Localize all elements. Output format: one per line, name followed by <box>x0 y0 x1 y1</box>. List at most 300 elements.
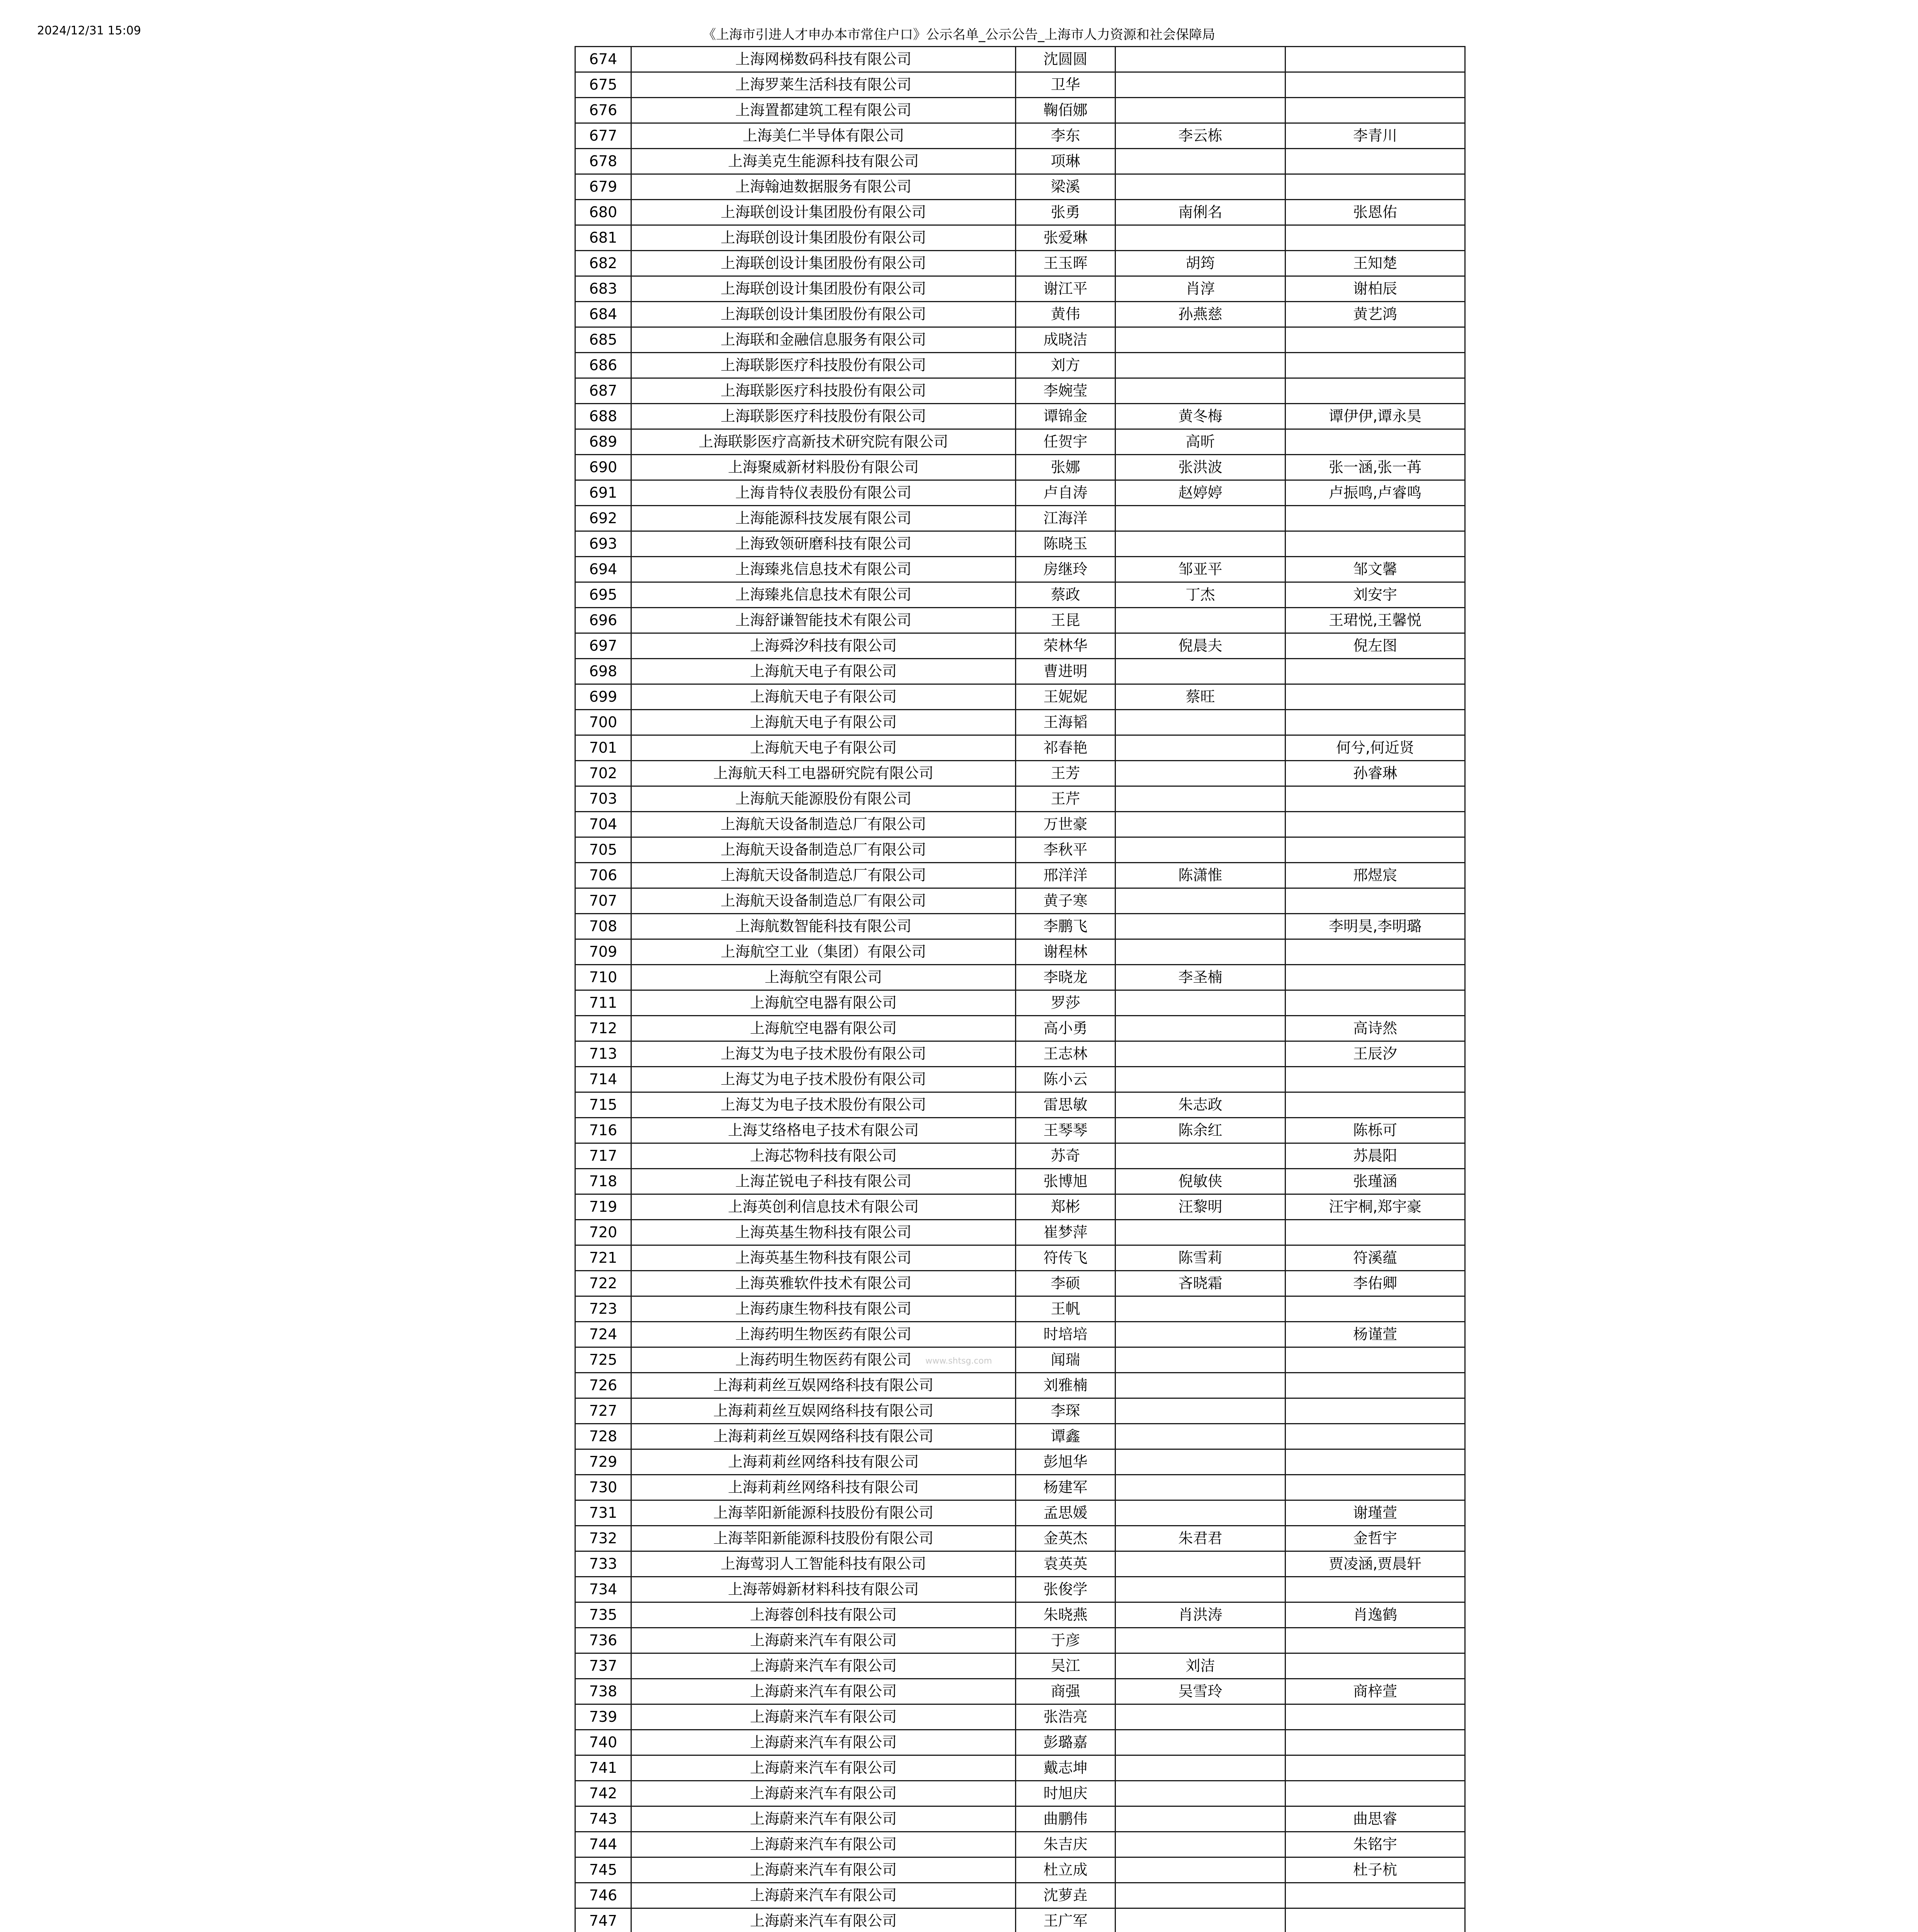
child-name: 邢煜宸 <box>1285 863 1465 888</box>
company-name: 上海蔚来汽车有限公司 <box>631 1832 1016 1857</box>
row-number: 681 <box>575 225 631 251</box>
child-name: 张恩佑 <box>1285 200 1465 225</box>
company-name: 上海航天电子有限公司 <box>631 710 1016 735</box>
table-row <box>575 863 1465 888</box>
spouse-name <box>1115 47 1285 72</box>
company-name: 上海蓉创科技有限公司 <box>631 1602 1016 1628</box>
applicant-name: 蔡政 <box>1016 582 1115 608</box>
spouse-name <box>1115 1424 1285 1449</box>
row-number: 687 <box>575 378 631 404</box>
applicant-name: 曹进明 <box>1016 659 1115 684</box>
company-name: 上海艾为电子技术股份有限公司 <box>631 1041 1016 1067</box>
child-name <box>1285 1908 1465 1932</box>
table-row <box>575 1373 1465 1398</box>
spouse-name <box>1115 1500 1285 1526</box>
row-number: 703 <box>575 786 631 812</box>
child-name: 倪左图 <box>1285 633 1465 659</box>
table-row <box>575 149 1465 174</box>
row-number: 708 <box>575 914 631 939</box>
company-name: 上海联创设计集团股份有限公司 <box>631 225 1016 251</box>
row-number: 685 <box>575 327 631 353</box>
watermark-text: www.shtsg.com <box>925 1356 992 1366</box>
applicant-name: 谭锦金 <box>1016 404 1115 429</box>
applicant-name: 袁英英 <box>1016 1551 1115 1577</box>
spouse-name <box>1115 939 1285 965</box>
table-row <box>575 72 1465 98</box>
applicant-name: 时培培 <box>1016 1322 1115 1347</box>
row-number: 691 <box>575 480 631 506</box>
company-name: 上海联创设计集团股份有限公司 <box>631 276 1016 302</box>
spouse-name <box>1115 1296 1285 1322</box>
row-number: 744 <box>575 1832 631 1857</box>
table-row <box>575 225 1465 251</box>
company-name: 上海航空电器有限公司 <box>631 990 1016 1016</box>
table-row <box>575 506 1465 531</box>
applicant-name: 崔梦萍 <box>1016 1220 1115 1245</box>
row-number: 720 <box>575 1220 631 1245</box>
row-number: 728 <box>575 1424 631 1449</box>
applicant-name: 戴志坤 <box>1016 1755 1115 1781</box>
row-number: 731 <box>575 1500 631 1526</box>
spouse-name <box>1115 1449 1285 1475</box>
table-row <box>575 1092 1465 1118</box>
spouse-name: 陈潇惟 <box>1115 863 1285 888</box>
table-row <box>575 608 1465 633</box>
company-name: 上海蔚来汽车有限公司 <box>631 1730 1016 1755</box>
company-name: 上海蔚来汽车有限公司 <box>631 1806 1016 1832</box>
applicant-name: 杨建军 <box>1016 1475 1115 1500</box>
row-number: 702 <box>575 761 631 786</box>
table-row <box>575 557 1465 582</box>
spouse-name <box>1115 659 1285 684</box>
company-name: 上海航天电子有限公司 <box>631 659 1016 684</box>
company-name: 上海致领研磨科技有限公司 <box>631 531 1016 557</box>
applicant-name: 曲鹏伟 <box>1016 1806 1115 1832</box>
spouse-name <box>1115 506 1285 531</box>
company-name: 上海航天科工电器研究院有限公司 <box>631 761 1016 786</box>
child-name <box>1285 1347 1465 1373</box>
row-number: 733 <box>575 1551 631 1577</box>
child-name <box>1285 327 1465 353</box>
applicant-name: 谢江平 <box>1016 276 1115 302</box>
company-name: 上海莉莉丝互娱网络科技有限公司 <box>631 1424 1016 1449</box>
row-number: 739 <box>575 1704 631 1730</box>
applicant-name: 郑彬 <box>1016 1194 1115 1220</box>
child-name: 黄艺鸿 <box>1285 302 1465 327</box>
table-row <box>575 684 1465 710</box>
applicant-name: 张爱琳 <box>1016 225 1115 251</box>
row-number: 740 <box>575 1730 631 1755</box>
row-number: 721 <box>575 1245 631 1271</box>
company-name: 上海艾为电子技术股份有限公司 <box>631 1067 1016 1092</box>
child-name <box>1285 837 1465 863</box>
applicant-name: 陈小云 <box>1016 1067 1115 1092</box>
child-name: 王珺悦,王馨悦 <box>1285 608 1465 633</box>
spouse-name <box>1115 1781 1285 1806</box>
spouse-name <box>1115 710 1285 735</box>
child-name <box>1285 1883 1465 1908</box>
table-row <box>575 1526 1465 1551</box>
child-name <box>1285 98 1465 123</box>
company-name: 上海臻兆信息技术有限公司 <box>631 557 1016 582</box>
applicant-name: 任贺宇 <box>1016 429 1115 455</box>
child-name: 李青川 <box>1285 123 1465 149</box>
row-number: 716 <box>575 1118 631 1143</box>
applicant-name: 成晓洁 <box>1016 327 1115 353</box>
child-name: 孙睿琳 <box>1285 761 1465 786</box>
row-number: 696 <box>575 608 631 633</box>
table-row <box>575 174 1465 200</box>
table-row <box>575 200 1465 225</box>
child-name <box>1285 174 1465 200</box>
company-name: 上海网梯数码科技有限公司 <box>631 47 1016 72</box>
table-row <box>575 1220 1465 1245</box>
spouse-name <box>1115 1755 1285 1781</box>
spouse-name: 朱君君 <box>1115 1526 1285 1551</box>
spouse-name <box>1115 888 1285 914</box>
spouse-name <box>1115 1041 1285 1067</box>
spouse-name <box>1115 1832 1285 1857</box>
child-name <box>1285 786 1465 812</box>
applicant-name: 李琛 <box>1016 1398 1115 1424</box>
row-number: 743 <box>575 1806 631 1832</box>
table-row <box>575 1551 1465 1577</box>
applicant-name: 刘方 <box>1016 353 1115 378</box>
company-name: 上海芯物科技有限公司 <box>631 1143 1016 1169</box>
child-name <box>1285 1092 1465 1118</box>
spouse-name <box>1115 1628 1285 1653</box>
company-name: 上海臻兆信息技术有限公司 <box>631 582 1016 608</box>
spouse-name <box>1115 1143 1285 1169</box>
row-number: 682 <box>575 251 631 276</box>
spouse-name: 胡筠 <box>1115 251 1285 276</box>
child-name: 张一涵,张一苒 <box>1285 455 1465 480</box>
company-name: 上海舒谦智能技术有限公司 <box>631 608 1016 633</box>
company-name: 上海航天设备制造总厂有限公司 <box>631 863 1016 888</box>
company-name: 上海蔚来汽车有限公司 <box>631 1755 1016 1781</box>
spouse-name: 丁杰 <box>1115 582 1285 608</box>
table-row <box>575 378 1465 404</box>
company-name: 上海蔚来汽车有限公司 <box>631 1653 1016 1679</box>
row-number: 737 <box>575 1653 631 1679</box>
spouse-name: 倪晨夫 <box>1115 633 1285 659</box>
row-number: 741 <box>575 1755 631 1781</box>
spouse-name <box>1115 225 1285 251</box>
spouse-name: 肖洪涛 <box>1115 1602 1285 1628</box>
applicant-name: 李硕 <box>1016 1271 1115 1296</box>
company-name: 上海航天设备制造总厂有限公司 <box>631 812 1016 837</box>
table-row <box>575 1424 1465 1449</box>
row-number: 723 <box>575 1296 631 1322</box>
table-row <box>575 939 1465 965</box>
applicant-name: 祁春艳 <box>1016 735 1115 761</box>
applicant-name: 时旭庆 <box>1016 1781 1115 1806</box>
applicant-name: 谭鑫 <box>1016 1424 1115 1449</box>
child-name <box>1285 888 1465 914</box>
applicant-name: 王昆 <box>1016 608 1115 633</box>
child-name: 朱铭宇 <box>1285 1832 1465 1857</box>
table-row <box>575 914 1465 939</box>
company-name: 上海航天设备制造总厂有限公司 <box>631 888 1016 914</box>
spouse-name: 吴雪玲 <box>1115 1679 1285 1704</box>
child-name <box>1285 1373 1465 1398</box>
applicant-name: 金英杰 <box>1016 1526 1115 1551</box>
applicant-name: 孟思媛 <box>1016 1500 1115 1526</box>
child-name: 谢瑾萱 <box>1285 1500 1465 1526</box>
spouse-name <box>1115 149 1285 174</box>
table-row <box>575 1908 1465 1932</box>
child-name <box>1285 506 1465 531</box>
table-row <box>575 812 1465 837</box>
table-row <box>575 659 1465 684</box>
table-row <box>575 302 1465 327</box>
table-row <box>575 455 1465 480</box>
spouse-name <box>1115 812 1285 837</box>
table-row <box>575 1322 1465 1347</box>
row-number: 674 <box>575 47 631 72</box>
child-name <box>1285 1704 1465 1730</box>
applicant-name: 彭璐嘉 <box>1016 1730 1115 1755</box>
applicant-name: 王广军 <box>1016 1908 1115 1932</box>
spouse-name <box>1115 1220 1285 1245</box>
spouse-name <box>1115 1016 1285 1041</box>
spouse-name <box>1115 1883 1285 1908</box>
child-name: 张瑾涵 <box>1285 1169 1465 1194</box>
child-name: 李明昊,李明璐 <box>1285 914 1465 939</box>
table-row <box>575 1041 1465 1067</box>
row-number: 726 <box>575 1373 631 1398</box>
child-name: 李佑卿 <box>1285 1271 1465 1296</box>
spouse-name: 陈余红 <box>1115 1118 1285 1143</box>
table-row <box>575 429 1465 455</box>
applicant-name: 李秋平 <box>1016 837 1115 863</box>
row-number: 701 <box>575 735 631 761</box>
company-name: 上海艾为电子技术股份有限公司 <box>631 1092 1016 1118</box>
table-row <box>575 47 1465 72</box>
table-row <box>575 1296 1465 1322</box>
applicant-name: 陈晓玉 <box>1016 531 1115 557</box>
spouse-name <box>1115 1475 1285 1500</box>
row-number: 715 <box>575 1092 631 1118</box>
child-name <box>1285 225 1465 251</box>
spouse-name <box>1115 353 1285 378</box>
row-number: 707 <box>575 888 631 914</box>
spouse-name <box>1115 1806 1285 1832</box>
company-name: 上海英创利信息技术有限公司 <box>631 1194 1016 1220</box>
child-name: 金哲宇 <box>1285 1526 1465 1551</box>
company-name: 上海联创设计集团股份有限公司 <box>631 200 1016 225</box>
child-name <box>1285 1781 1465 1806</box>
applicant-name: 王芹 <box>1016 786 1115 812</box>
company-name: 上海蔚来汽车有限公司 <box>631 1908 1016 1932</box>
applicant-name: 荣林华 <box>1016 633 1115 659</box>
child-name <box>1285 710 1465 735</box>
applicant-name: 房继玲 <box>1016 557 1115 582</box>
spouse-name <box>1115 327 1285 353</box>
applicant-name: 谢程林 <box>1016 939 1115 965</box>
row-number: 697 <box>575 633 631 659</box>
print-date: 2024/12/31 15:09 <box>37 24 141 37</box>
table-row <box>575 1500 1465 1526</box>
table-row <box>575 1628 1465 1653</box>
child-name <box>1285 659 1465 684</box>
child-name: 商梓萱 <box>1285 1679 1465 1704</box>
spouse-name: 李云栋 <box>1115 123 1285 149</box>
spouse-name: 蔡旺 <box>1115 684 1285 710</box>
row-number: 725 <box>575 1347 631 1373</box>
spouse-name: 刘洁 <box>1115 1653 1285 1679</box>
spouse-name <box>1115 1857 1285 1883</box>
spouse-name: 孙燕慈 <box>1115 302 1285 327</box>
child-name: 高诗然 <box>1285 1016 1465 1041</box>
applicant-name: 商强 <box>1016 1679 1115 1704</box>
table-row <box>575 123 1465 149</box>
table-row <box>575 1883 1465 1908</box>
child-name: 何兮,何近贤 <box>1285 735 1465 761</box>
row-number: 698 <box>575 659 631 684</box>
applicant-name: 雷思敏 <box>1016 1092 1115 1118</box>
child-name <box>1285 1067 1465 1092</box>
applicant-name: 卫华 <box>1016 72 1115 98</box>
applicant-table <box>575 46 1466 1932</box>
table-row <box>575 1577 1465 1602</box>
applicant-name: 李婉莹 <box>1016 378 1115 404</box>
spouse-name: 吝晓霜 <box>1115 1271 1285 1296</box>
table-row <box>575 990 1465 1016</box>
company-name: 上海莉莉丝互娱网络科技有限公司 <box>631 1398 1016 1424</box>
spouse-name <box>1115 837 1285 863</box>
row-number: 693 <box>575 531 631 557</box>
row-number: 695 <box>575 582 631 608</box>
company-name: 上海联影医疗科技股份有限公司 <box>631 404 1016 429</box>
spouse-name: 倪敏侠 <box>1115 1169 1285 1194</box>
table-row <box>575 633 1465 659</box>
applicant-name: 吴江 <box>1016 1653 1115 1679</box>
company-name: 上海联和金融信息服务有限公司 <box>631 327 1016 353</box>
spouse-name <box>1115 735 1285 761</box>
table-row <box>575 251 1465 276</box>
table-row <box>575 1067 1465 1092</box>
company-name: 上海蒂姆新材料科技有限公司 <box>631 1577 1016 1602</box>
applicant-name: 李晓龙 <box>1016 965 1115 990</box>
table-row <box>575 1016 1465 1041</box>
row-number: 730 <box>575 1475 631 1500</box>
spouse-name: 李圣楠 <box>1115 965 1285 990</box>
row-number: 735 <box>575 1602 631 1628</box>
child-name: 杜子杭 <box>1285 1857 1465 1883</box>
table-row <box>575 1781 1465 1806</box>
spouse-name: 陈雪莉 <box>1115 1245 1285 1271</box>
row-number: 675 <box>575 72 631 98</box>
applicant-name: 张俊学 <box>1016 1577 1115 1602</box>
row-number: 679 <box>575 174 631 200</box>
company-name: 上海蔚来汽车有限公司 <box>631 1857 1016 1883</box>
spouse-name <box>1115 174 1285 200</box>
applicant-name: 张博旭 <box>1016 1169 1115 1194</box>
row-number: 688 <box>575 404 631 429</box>
table-row <box>575 98 1465 123</box>
applicant-name: 彭旭华 <box>1016 1449 1115 1475</box>
child-name <box>1285 1424 1465 1449</box>
row-number: 734 <box>575 1577 631 1602</box>
company-name: 上海能源科技发展有限公司 <box>631 506 1016 531</box>
child-name <box>1285 990 1465 1016</box>
company-name: 上海联影医疗科技股份有限公司 <box>631 353 1016 378</box>
company-name: 上海罗莱生活科技有限公司 <box>631 72 1016 98</box>
applicant-name: 李鹏飞 <box>1016 914 1115 939</box>
row-number: 704 <box>575 812 631 837</box>
applicant-name: 王帆 <box>1016 1296 1115 1322</box>
row-number: 736 <box>575 1628 631 1653</box>
row-number: 678 <box>575 149 631 174</box>
applicant-name: 刘雅楠 <box>1016 1373 1115 1398</box>
company-name: 上海艾络格电子技术有限公司 <box>631 1118 1016 1143</box>
applicant-name: 沈圆圆 <box>1016 47 1115 72</box>
row-number: 694 <box>575 557 631 582</box>
row-number: 722 <box>575 1271 631 1296</box>
row-number: 742 <box>575 1781 631 1806</box>
spouse-name <box>1115 531 1285 557</box>
spouse-name <box>1115 1067 1285 1092</box>
child-name <box>1285 149 1465 174</box>
child-name <box>1285 1653 1465 1679</box>
child-name <box>1285 1730 1465 1755</box>
spouse-name <box>1115 98 1285 123</box>
spouse-name <box>1115 1704 1285 1730</box>
applicant-name: 闻瑞 <box>1016 1347 1115 1373</box>
company-name: 上海聚威新材料股份有限公司 <box>631 455 1016 480</box>
company-name: 上海英雅软件技术有限公司 <box>631 1271 1016 1296</box>
table-row <box>575 965 1465 990</box>
applicant-name: 王芳 <box>1016 761 1115 786</box>
applicant-name: 于彦 <box>1016 1628 1115 1653</box>
spouse-name <box>1115 914 1285 939</box>
company-name: 上海莺羽人工智能科技有限公司 <box>631 1551 1016 1577</box>
spouse-name: 高昕 <box>1115 429 1285 455</box>
company-name: 上海莉莉丝网络科技有限公司 <box>631 1475 1016 1500</box>
applicant-name: 朱晓燕 <box>1016 1602 1115 1628</box>
company-name: 上海药康生物科技有限公司 <box>631 1296 1016 1322</box>
table-row <box>575 1347 1465 1373</box>
table-row <box>575 837 1465 863</box>
table-row <box>575 1755 1465 1781</box>
table-row <box>575 761 1465 786</box>
table-row <box>575 1194 1465 1220</box>
spouse-name <box>1115 990 1285 1016</box>
row-number: 711 <box>575 990 631 1016</box>
spouse-name <box>1115 608 1285 633</box>
child-name: 邹文馨 <box>1285 557 1465 582</box>
applicant-name: 王妮妮 <box>1016 684 1115 710</box>
child-name <box>1285 1755 1465 1781</box>
child-name: 杨谨萱 <box>1285 1322 1465 1347</box>
company-name: 上海蔚来汽车有限公司 <box>631 1704 1016 1730</box>
company-name: 上海航天电子有限公司 <box>631 684 1016 710</box>
company-name: 上海药明生物医药有限公司 <box>631 1347 1016 1373</box>
row-number: 680 <box>575 200 631 225</box>
applicant-name: 王琴琴 <box>1016 1118 1115 1143</box>
table-row <box>575 1271 1465 1296</box>
row-number: 724 <box>575 1322 631 1347</box>
table-row <box>575 1806 1465 1832</box>
company-name: 上海翰迪数据服务有限公司 <box>631 174 1016 200</box>
applicant-name: 朱吉庆 <box>1016 1832 1115 1857</box>
spouse-name <box>1115 378 1285 404</box>
company-name: 上海莘阳新能源科技股份有限公司 <box>631 1526 1016 1551</box>
row-number: 718 <box>575 1169 631 1194</box>
row-number: 699 <box>575 684 631 710</box>
company-name: 上海航空电器有限公司 <box>631 1016 1016 1041</box>
